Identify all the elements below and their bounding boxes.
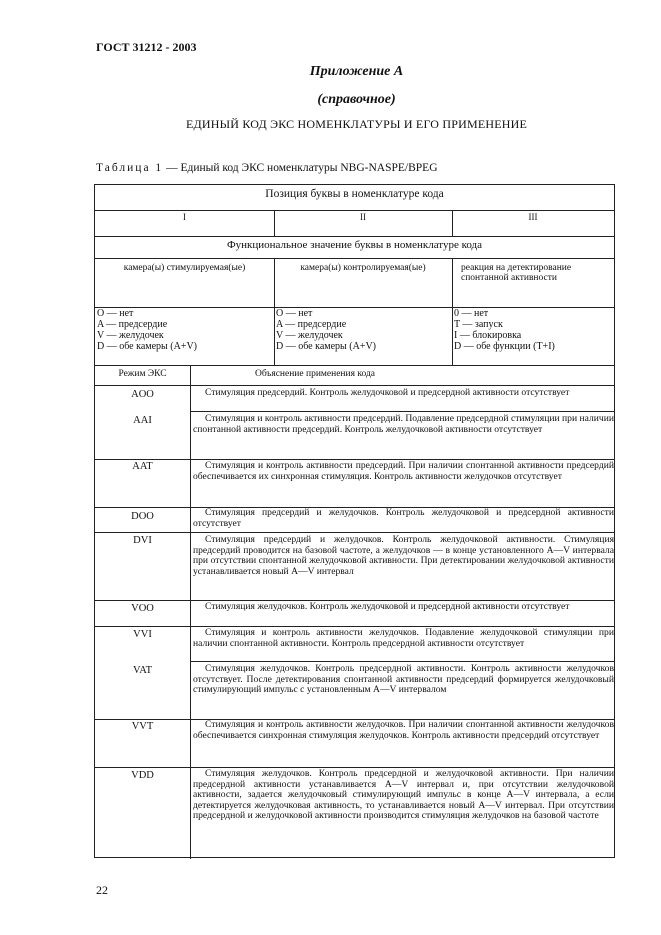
mode-code-dvi: DVI <box>133 535 152 546</box>
code-table <box>94 184 615 858</box>
mode-text-vat: Стимуляция желудочков. Контроль предсердной активности. Контроль активности желудочков отсутствует. После детектирования спонтанной активности предсердий формируется желудочковый стимулирующий импульс с установленным A—V интервалом <box>193 663 614 695</box>
letter-item: V — желудочек <box>276 330 343 341</box>
position-header: Позиция буквы в номенклатуре кода <box>265 188 444 200</box>
mode-text-aat: Стимуляция и контроль активности предсердий. При наличии спонтанной активности предсердий обеспечивается их синхронная стимуляция. Контроль активности желудочков отсутствует <box>193 460 614 482</box>
letter-item: A — предсердие <box>97 319 168 330</box>
mode-text-vvt: Стимуляция и контроль активности желудочков. При наличии спонтанной активности желудочков обеспечивается синхронная стимуляция желудочков. Контроль активности предсердий отсутствует <box>193 719 614 741</box>
mode-code-aat: AAT <box>132 461 153 472</box>
function-reaction: реакция на детектирование спонтанной активности <box>461 263 572 283</box>
mode-code-vvt: VVT <box>131 721 154 732</box>
letter-item: 0 — нет <box>454 308 489 319</box>
mode-code-vat: VAT <box>132 665 153 676</box>
mode-text-vvi: Стимуляция и контроль активности желудочков. Подавление желудочковой стимуляции при наличии спонтанной активности. Контроль предсердной активности отсутствует <box>193 627 614 649</box>
mode-code-aoo: AOO <box>131 389 154 400</box>
mode-code-vvi: VVI <box>133 629 152 640</box>
document-title: ЕДИНЫЙ КОД ЭКС НОМЕНКЛАТУРЫ И ЕГО ПРИМЕНЕНИЕ <box>185 117 528 131</box>
mode-code-doo: DOO <box>131 511 154 522</box>
mode-text-doo: Стимуляция предсердий и желудочков. Контроль желудочковой и предсердной активности отсутствует <box>193 507 614 529</box>
position-i: I <box>183 212 186 222</box>
position-ii: II <box>360 212 366 222</box>
mode-text-voo: Стимуляция желудочков. Контроль желудочковой и предсердной активности отсутствует <box>205 601 570 612</box>
letter-item: A — предсердие <box>276 319 347 330</box>
mode-code-aai: AAI <box>133 415 152 426</box>
position-iii: III <box>528 212 538 222</box>
letters-position-1 <box>95 308 274 352</box>
letters-position-3 <box>452 308 614 352</box>
standard-header: ГОСТ 31212 - 2003 <box>96 40 197 54</box>
letter-item: T — запуск <box>454 319 503 330</box>
mode-text-aai: Стимуляция и контроль активности предсердий. Подавление предсердной стимуляции при наличии спонтанной активности предсердий. Контроль желудочковой активности отсутствует <box>193 413 614 435</box>
page-number: 22 <box>96 883 108 897</box>
function-header: Функциональное значение буквы в номенклатуре кода <box>226 239 483 251</box>
explain-header: Объяснение применения кода <box>254 369 376 379</box>
function-controlled: камера(ы) контролируемая(ые) <box>300 263 426 273</box>
appendix-type: (справочное) <box>317 92 396 107</box>
table-caption <box>96 162 438 174</box>
mode-text-vdd: Стимуляция желудочков. Контроль предсердной и желудочковой активности. При наличии предсердной активности устанавливается A—V интервал и, при отсутствии желудочковой активности, задается желудочковый стимулирующий импульс в конце A—V интервала, а если детектируется желудочковая активность, то устанавливается новый A—V интервал. При отсутствии предсердной и желудочковой активности производится стимуляция желудочков на базовой частоте <box>193 768 614 821</box>
letter-item: D — обе камеры (A+V) <box>276 341 376 352</box>
table-caption-text: — Единый код ЭКС номенклатуры NBG-NASPE/BPEG <box>163 162 438 174</box>
appendix-title: Приложение А <box>309 64 404 79</box>
table-caption-prefix: Таблица 1 <box>96 162 164 174</box>
letter-item: V — желудочек <box>97 330 164 341</box>
letter-item: O — нет <box>276 308 313 319</box>
mode-code-voo: VOO <box>131 603 154 614</box>
letters-position-2 <box>274 308 452 352</box>
mode-text-aoo: Стимуляция предсердий. Контроль желудочковой и предсердной активности отсутствует <box>205 387 570 398</box>
mode-code-vdd: VDD <box>131 770 154 781</box>
function-stimulated: камера(ы) стимулируемая(ые) <box>123 263 246 273</box>
mode-header: Режим ЭКС <box>118 369 167 379</box>
letter-item: D — обе функции (T+I) <box>454 341 555 352</box>
letter-item: D — обе камеры (A+V) <box>97 341 197 352</box>
letter-item: O — нет <box>97 308 134 319</box>
letter-item: I — блокировка <box>454 330 522 341</box>
mode-text-dvi: Стимуляция предсердий и желудочков. Контроль желудочковой активности. Стимуляция предсердий проводится на базовой частоте, а желудочков — в конце установленного A—V интервала при отсутствии спонтанной желудочковой активности. При детектировании желудочковой активности устанавливается новый A—V интервал <box>193 534 614 577</box>
